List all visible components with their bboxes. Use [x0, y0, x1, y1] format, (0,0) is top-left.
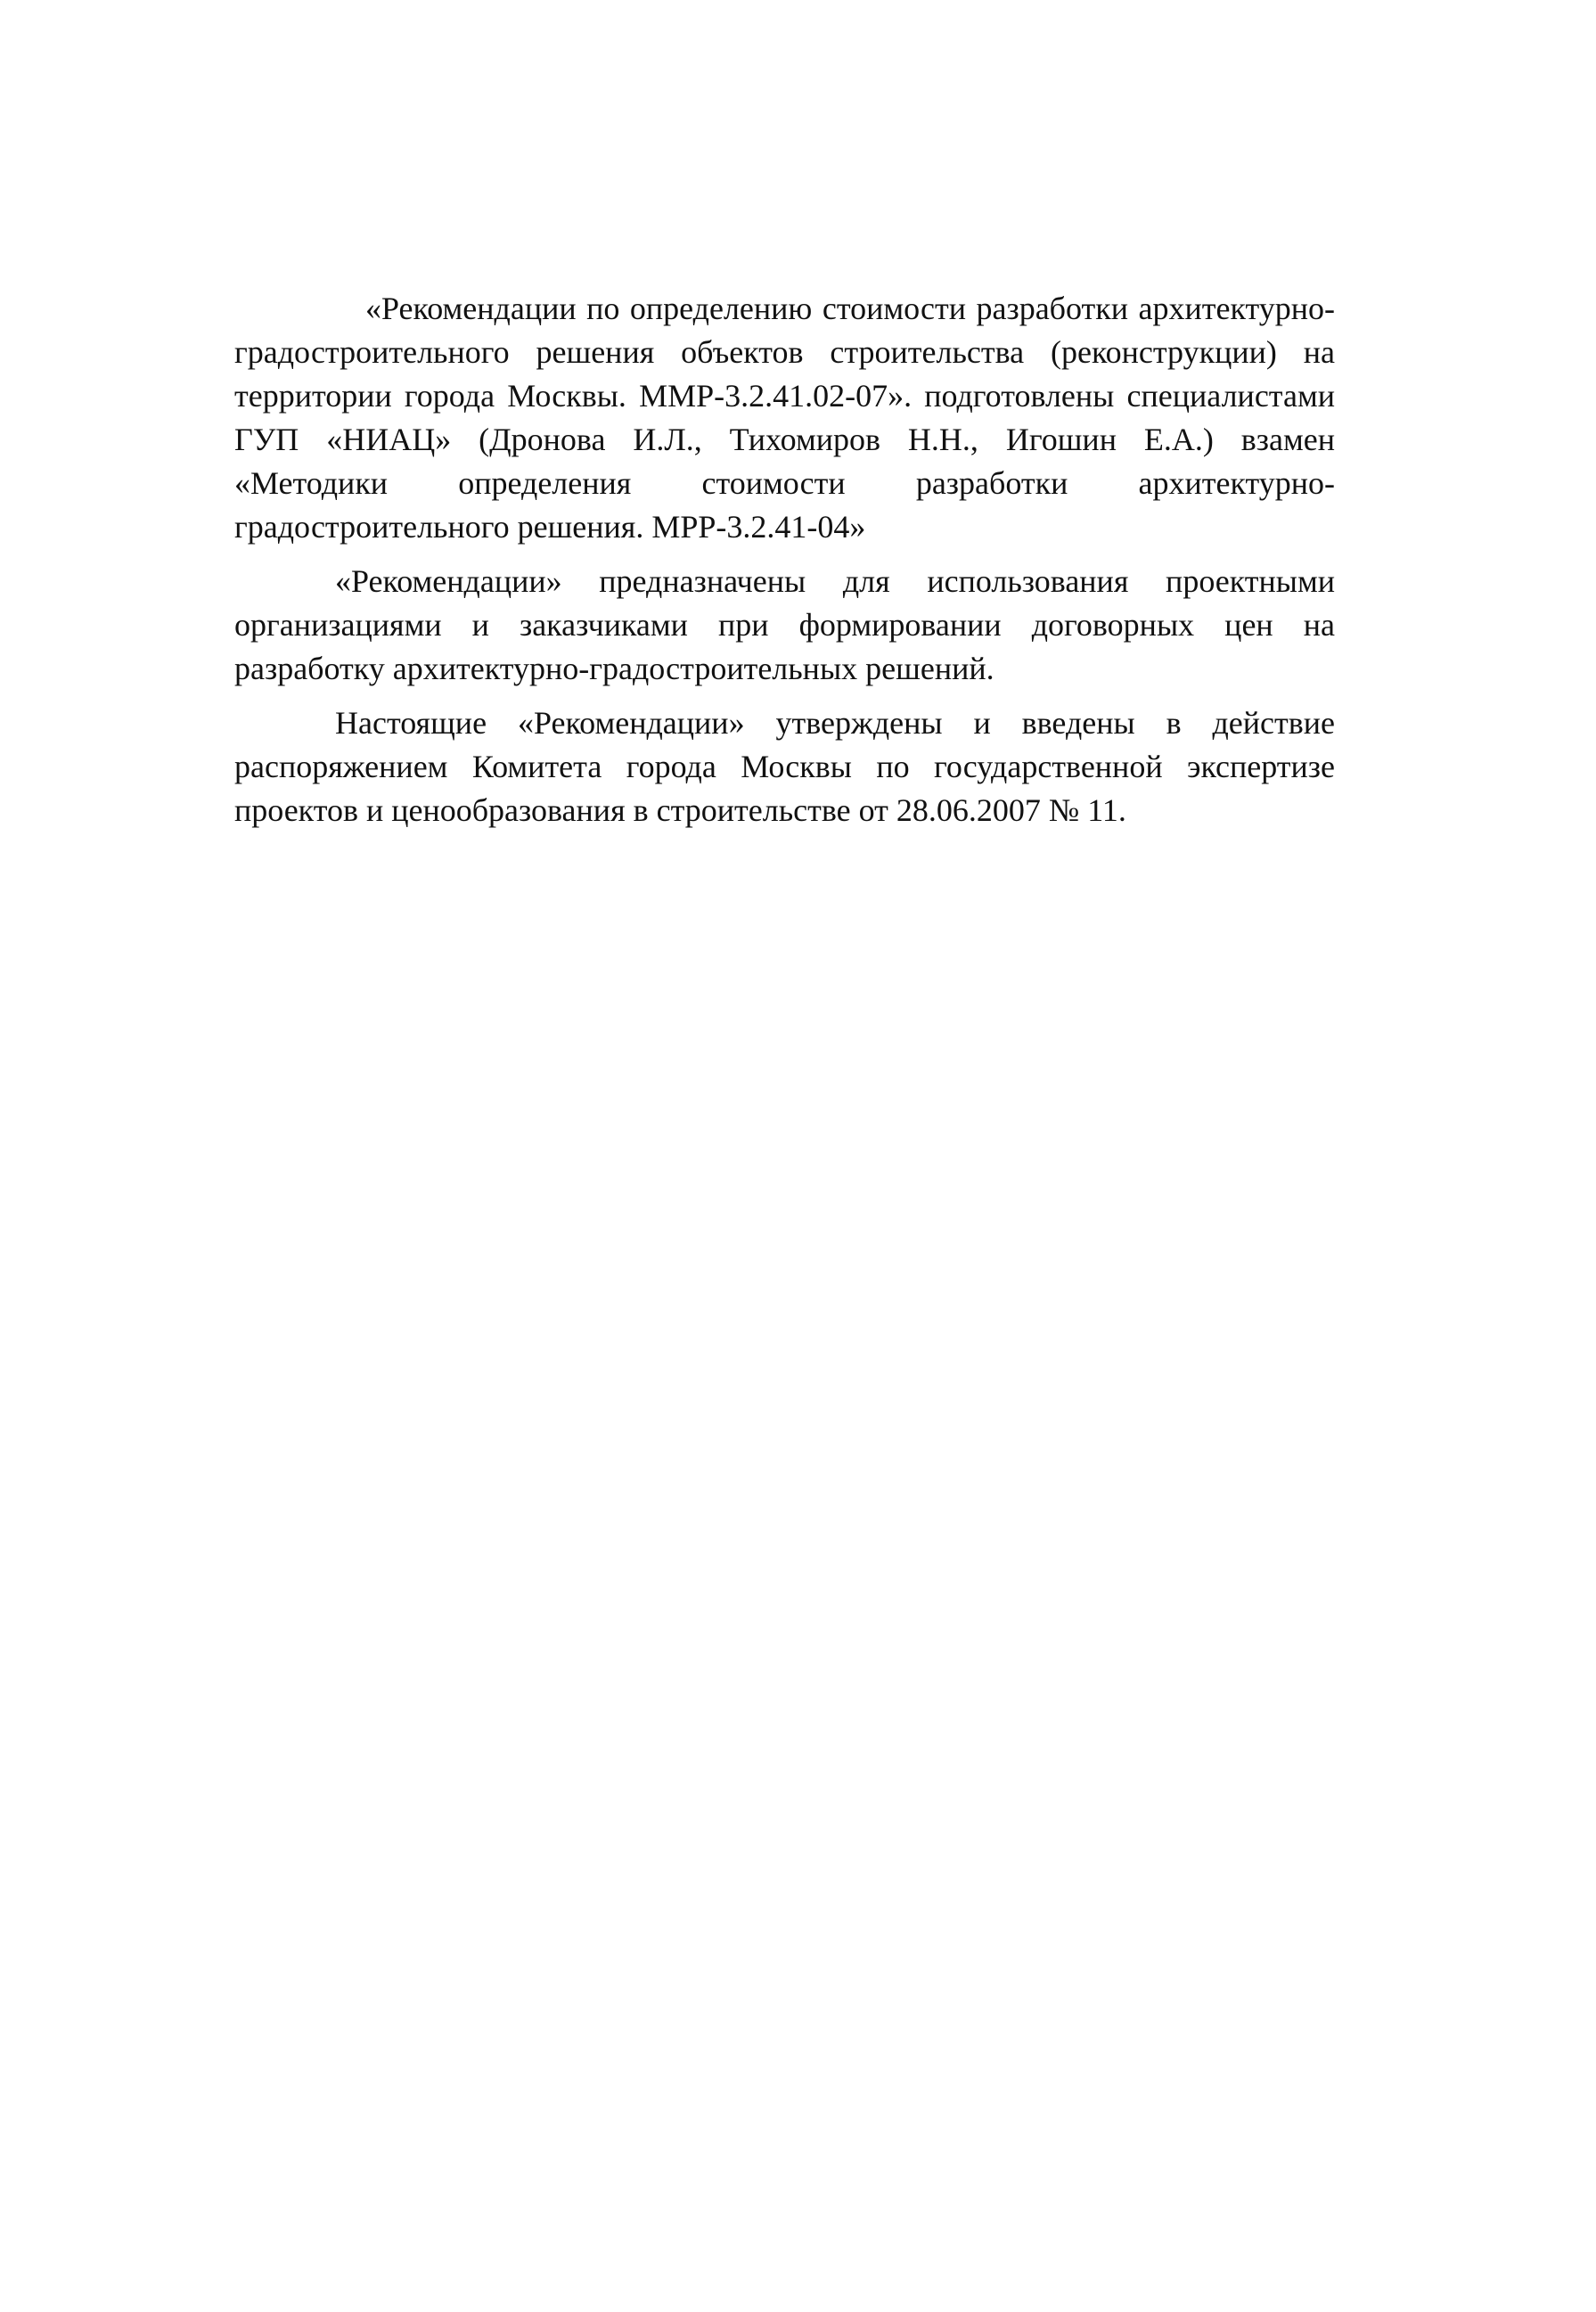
paragraph-authors: «Рекомендации по определению стоимости разработки архитектурно-градостроительного решения объектов строительства (реконструкции) на территории города Москвы. ММР-3.2.41.02-07». подготовлены специалистами ГУП «НИАЦ» (Дронова И.Л., Тихомиров Н.Н., Игошин Е.А.) взамен «Методики определения стоимости разработки архитектурно-градостроительного решения. МРР-3.2.41-04»: [234, 291, 1335, 545]
paragraph-approval: Настоящие «Рекомендации» утверждены и введены в действие распоряжением Комитета города Москвы по государственной экспертизе проектов и ценообразования в строительстве от 28.06.2007 № 11.: [234, 705, 1335, 828]
paragraph-purpose: «Рекомендации» предназначены для использования проектными организациями и заказчиками при формировании договорных цен на разработку архитектурно-градостроительных решений.: [234, 563, 1335, 686]
document-body: [234, 287, 1335, 832]
